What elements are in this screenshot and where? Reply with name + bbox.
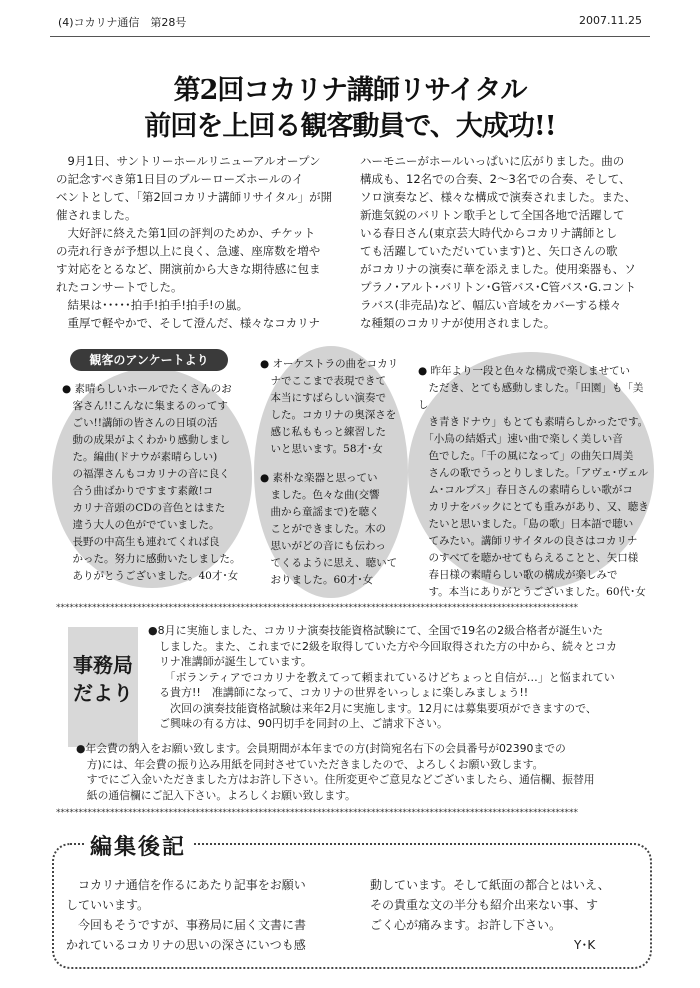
comment-line: た。編曲(ドナウが素晴らしい) — [62, 451, 218, 463]
survey-comment-4 — [418, 363, 652, 601]
comment-line: ありがとうございました。40才･女 — [62, 570, 239, 582]
editor-line: 動しています。そして紙面の都合とはいえ、 — [370, 878, 610, 892]
comment-line: ただき、とても感動しました。「田園」も「美し — [418, 382, 644, 411]
survey-comment-3 — [260, 470, 405, 589]
office-line: リナ准講師が誕生しています。 — [148, 655, 312, 668]
issue-date: 2007.11.25 — [579, 14, 642, 27]
comment-line: した。コカリナの奥深さを — [260, 409, 397, 421]
comment-line: 曲から童謡まで)を聴く — [260, 506, 380, 518]
comment-line: ● 素晴らしいホールでたくさんのお — [62, 383, 232, 395]
comment-line: かった。努力に感動いたしました。 — [62, 553, 241, 565]
comment-line: さんの歌でうっとりしました。「アヴェ･ヴェル — [418, 467, 649, 479]
article-line: 構成も、12名での合奏、2～3名での合奏、そして、 — [360, 172, 631, 186]
headline-line-1: 第2回コカリナ講師リサイタル — [173, 75, 527, 106]
article-line: な種類のコカリナが使用されました。 — [360, 316, 556, 330]
article-line: の記念すべき第1日目のブルーローズホールのイ — [56, 172, 304, 186]
comment-line: カリナ音頭のCDの音色とはまた — [62, 502, 226, 514]
office-line: 方)には、年会費の振り込み用紙を同封させていただきましたので、よろしくお願い致します。 — [76, 757, 544, 771]
office-news-section — [56, 603, 650, 825]
comment-line: ● 素朴な楽器と思ってい — [260, 472, 378, 484]
office-news-block-1 — [148, 623, 648, 732]
editor-signature: Y･K — [370, 938, 596, 952]
comment-line: 本当にすばらしい演奏で — [260, 392, 386, 404]
editors-note-column-1 — [66, 875, 346, 955]
editor-line: コカリナ通信を作るにあたり記事をお願い — [66, 878, 306, 892]
article-line: ハーモニーがホールいっぱいに広がりました。曲の — [360, 154, 625, 168]
star-border-bottom: ******************************************************************************************************************** — [56, 808, 578, 818]
office-line: しました。また、これまでに2級を取得していた方や今回取得された方の中から、続々とコカ — [148, 639, 617, 653]
article-column-1 — [56, 152, 338, 332]
article-line: の売れ行きが予想以上に良く、急遽、座席数を増や — [56, 244, 321, 258]
comment-line: 思いがどの音にも伝わっ — [260, 540, 386, 552]
header-rule — [50, 36, 650, 37]
article-line: ても活躍していただいています)と、矢口さんの歌 — [360, 244, 618, 258]
editors-note-column-2 — [370, 875, 642, 955]
office-line: ●年会費の納入をお願い致します。会員期間が本年までの方(封筒宛名右下の会員番号が02390までの — [76, 742, 566, 755]
comment-line: 長野の中高生も連れてくれば良 — [62, 536, 220, 548]
office-title — [68, 651, 138, 707]
article-line: れたコンサートでした。 — [56, 280, 183, 294]
comment-line: ごい!!講師の皆さんの日頃の活 — [62, 417, 218, 429]
comment-line: す。本当にありがとうございました。60代･女 — [418, 586, 646, 598]
office-line: る貴方!! 准講師になって、コカリナの世界をいっしょに楽しみましょう!! — [148, 686, 529, 699]
comment-line: ム･コルプス」春日さんの素晴らしい歌がコ — [418, 484, 633, 496]
editor-line: していいます。 — [66, 898, 150, 912]
article-line: いる春日さん(東京芸大時代からコカリナ講師とし — [360, 226, 618, 240]
comment-line: いと思います。58才･女 — [260, 443, 383, 455]
editor-line: ごく心が痛みます。お許し下さい。 — [370, 918, 562, 932]
comment-line: の福澤さんもコカリナの音に良く — [62, 468, 230, 480]
comment-line: ● 昨年より一段と色々な構成で楽しませてい — [418, 365, 630, 377]
editor-line: 今回もそうですが、事務局に届く文書に書 — [66, 918, 307, 932]
comment-line: き青きドナウ」もとても素晴らしかったです。 — [418, 416, 649, 428]
comment-line: てみたい。講師リサイタルの良さはコカリナ — [418, 535, 638, 547]
comment-line: てくるように思え、聴いて — [260, 557, 398, 569]
comment-line: 「小鳥の結婚式」速い曲で楽しく美しい音 — [418, 433, 623, 445]
survey-comment-1 — [62, 381, 252, 585]
article-line: 重厚で軽やかで、そして澄んだ、様々なコカリナ — [56, 316, 321, 330]
star-border-top: ******************************************************************************************************************** — [56, 603, 578, 613]
comment-line: 色でした。「千の風になって」の曲矢口周美 — [418, 450, 634, 462]
editors-note-heading: 編集後記 — [84, 830, 192, 861]
comment-line: おりました。60才･女 — [260, 574, 374, 586]
editor-line: かれているコカリナの思いの深さにいつも感 — [66, 938, 306, 952]
comment-line: カリナをバックにとても重みがあり、又、聴き — [418, 501, 649, 513]
office-line: すでにご入金いただきました方はお許し下さい。住所変更やご意見などございましたら、通信欄、振替用 — [76, 773, 595, 786]
comment-line: 春日様の素晴らしい歌の構成が楽しみで — [418, 569, 618, 581]
office-line: ●8月に実施しました、コカリナ演奏技能資格試験にて、全国で19名の2級合格者が誕生いた — [148, 624, 604, 637]
comment-line: 客さん!!こんなに集まるのってす — [62, 400, 228, 412]
comment-line: ● オーケストラの曲をコカリ — [260, 358, 399, 370]
article-line: がコカリナの演奏に華を添えました。使用楽器も、ソ — [360, 262, 636, 276]
article-line: ソロ演奏など、様々な構成で演奏されました。また、 — [360, 190, 636, 204]
comment-line: たいと思いました。「島の歌」日本語で聴い — [418, 518, 634, 530]
office-line: 紙の通信欄にご記入下さい。よろしくお願い致します。 — [76, 788, 356, 802]
survey-heading: 観客のアンケートより — [70, 349, 228, 371]
comment-line: ナでここまで表現できて — [260, 375, 386, 387]
office-line: ご興味の有る方は、90円切手を同封の上、ご請求下さい。 — [148, 717, 448, 730]
office-line: 次回の演奏技能資格試験は来年2月に実施します。12月には募集要項ができますので、 — [148, 701, 597, 715]
comment-line: 違う大人の色がでていました。 — [62, 519, 220, 531]
article-line: 9月1日、サントリーホールリニューアルオープン — [56, 154, 321, 168]
article-line: プラノ･アルト･バリトン･G管バス･C管バス･G.コント — [360, 280, 636, 294]
survey-comment-2 — [260, 356, 405, 458]
article-line: す対応をとるなど、開演前から大きな期待感に包ま — [56, 262, 321, 276]
comment-line: ました。色々な曲(交響 — [260, 489, 380, 501]
article-column-2 — [360, 152, 650, 332]
article-line: 大好評に終えた第1回の評判のためか、チケット — [56, 226, 316, 240]
office-title-line: 事務局 — [73, 653, 133, 677]
comment-line: のすべてを聴かせてもらえることと、矢口様 — [418, 552, 639, 564]
office-news-block-2 — [76, 741, 648, 803]
article-line: 新進気鋭のバリトン歌手として全国各地で活躍して — [360, 208, 625, 222]
office-title-line: だより — [73, 681, 133, 705]
office-line: 「ボランティアでコカリナを教えてって頼まれているけどちょっと自信が…」と悩まれてい — [148, 670, 615, 684]
comment-line: ことができました。木の — [260, 523, 386, 535]
article-line: 結果は･････拍手!拍手!拍手!の嵐。 — [56, 298, 249, 312]
article-line: 催されました。 — [56, 208, 137, 222]
editor-line: その貴重な文の半分も紹介出来ない事、す — [370, 898, 599, 912]
article-line: ラバス(非売品)など、幅広い音域をカバーする様々 — [360, 298, 622, 312]
comment-line: 合う曲ばかりですます素敵!コ — [62, 485, 214, 497]
comment-line: 動の成果がよくわかり感動しまし — [62, 434, 230, 446]
issue-header: (4)コカリナ通信 第28号 — [58, 16, 187, 29]
headline-line-2: 前回を上回る観客動員で、大成功!! — [144, 111, 556, 142]
comment-line: 感じ私ももっと練習した — [260, 426, 386, 438]
article-line: ベントとして、「第2回コカリナ講師リサイタル」が開 — [56, 190, 333, 204]
